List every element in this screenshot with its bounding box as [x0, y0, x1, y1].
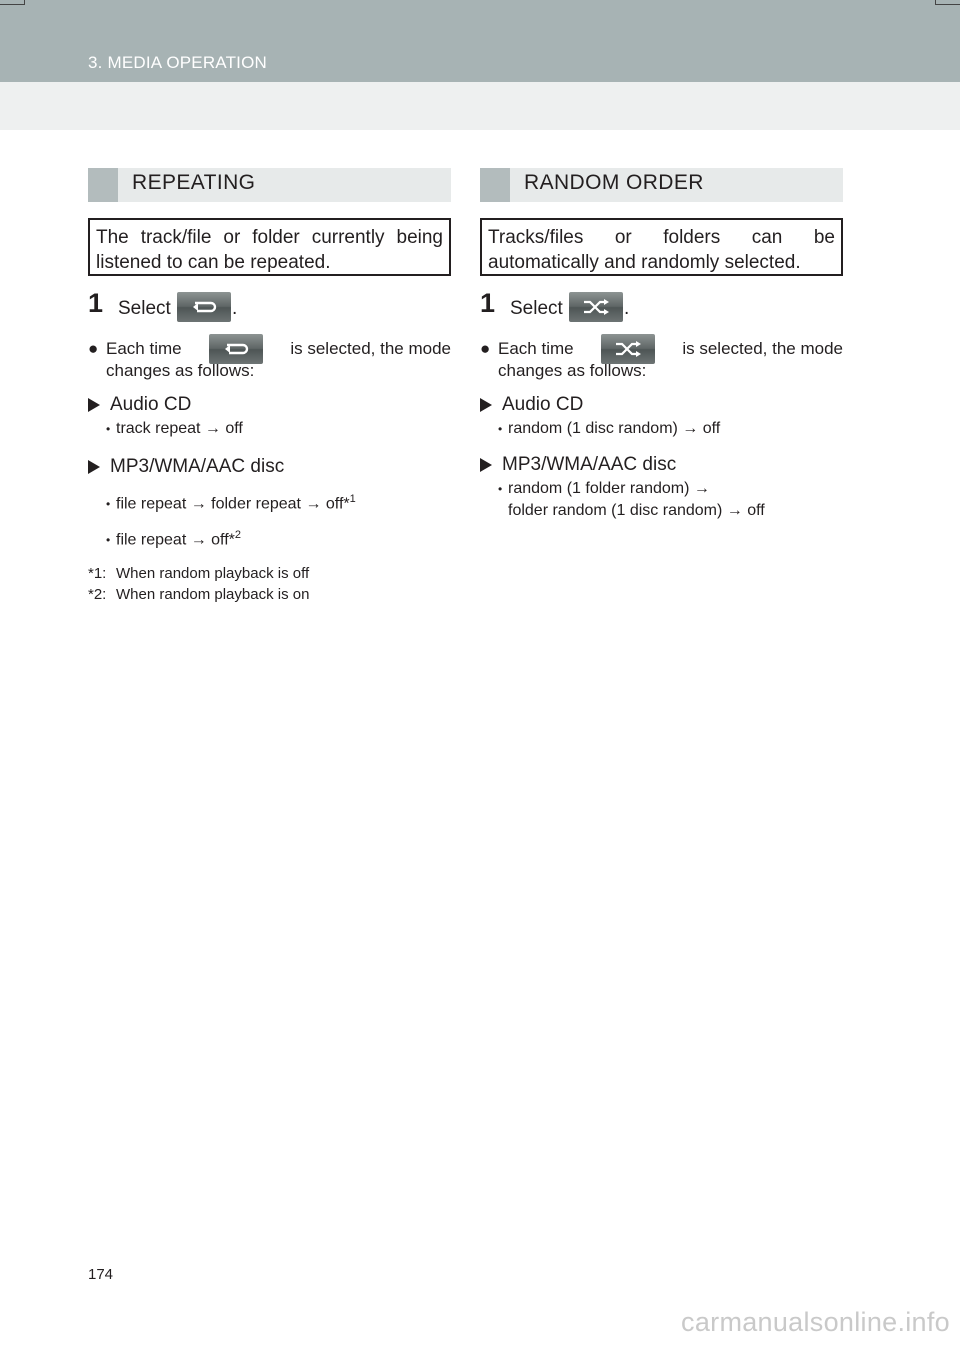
random-bullet [480, 338, 843, 382]
footnote: *1: When random playback is off [88, 564, 310, 582]
crop-mark-left [0, 0, 25, 5]
repeat-icon [221, 341, 251, 357]
triangle-icon [480, 398, 492, 412]
random-heading: RANDOM ORDER [524, 171, 704, 194]
audio-cd-label: Audio CD [502, 394, 584, 415]
shuffle-icon [581, 299, 611, 315]
heading-tab [480, 168, 510, 202]
bullet-prefix: Each time [498, 339, 574, 358]
mp3-heading [480, 452, 843, 478]
step-period: . [232, 298, 238, 319]
repeat-button[interactable] [177, 292, 231, 322]
shuffle-icon [613, 341, 643, 357]
footnotes [88, 563, 451, 605]
watermark: carmanualsonline.info [681, 1307, 950, 1337]
triangle-icon [88, 460, 100, 474]
random-order-section [480, 168, 843, 522]
random-intro: Tracks/files or folders can be automatically and randomly selected. [480, 218, 843, 276]
repeating-step [88, 288, 451, 326]
crop-mark-right [935, 0, 960, 5]
header-strip [0, 82, 960, 130]
list-item-continuation: folder random (1 disc random) → off [508, 502, 765, 520]
bullet-suffix: is selected, the mode [682, 339, 843, 358]
page-number: 174 [88, 1266, 114, 1283]
list-item: • file repeat → off*$^2$ [106, 528, 242, 548]
mp3-label: MP3/WMA/AAC disc [110, 456, 285, 478]
section-title: 3. MEDIA OPERATION [88, 53, 267, 72]
heading-tab [88, 168, 118, 202]
audio-cd-label: Audio CD [110, 394, 192, 415]
bullet-line2: changes as follows: [498, 361, 647, 380]
step-number: 1 [480, 288, 496, 318]
triangle-icon [480, 458, 492, 472]
repeating-heading-bar [88, 168, 451, 202]
list-item: • track repeat → off [106, 420, 243, 438]
step-text: Select [510, 298, 563, 319]
repeat-icon [189, 299, 219, 315]
step-period: . [624, 298, 630, 319]
bullet-prefix: Each time [106, 339, 182, 358]
mp3-heading [88, 454, 451, 480]
random-heading-bar [480, 168, 843, 202]
audio-cd-heading [88, 392, 451, 418]
audio-cd-heading [480, 392, 843, 418]
repeating-bullet [88, 338, 451, 382]
bullet-suffix: is selected, the mode [290, 339, 451, 358]
step-number: 1 [88, 288, 104, 318]
step-text: Select [118, 298, 171, 319]
bullet-dot: ● [480, 339, 491, 358]
repeating-section [88, 168, 451, 605]
list-item: • random (1 folder random) → [498, 480, 710, 498]
list-item: • file repeat → folder repeat → off*$^1$ [106, 493, 356, 513]
repeating-heading: REPEATING [132, 171, 256, 194]
repeating-intro: The track/file or folder currently being listened to can be repeated. [88, 218, 451, 276]
bullet-dot: ● [88, 339, 99, 358]
list-item: • random (1 disc random) → off [498, 420, 721, 438]
random-step [480, 288, 843, 326]
shuffle-button[interactable] [569, 292, 623, 322]
footnote: *2: When random playback is on [88, 585, 310, 603]
triangle-icon [88, 398, 100, 412]
mp3-label: MP3/WMA/AAC disc [502, 454, 677, 476]
bullet-line2: changes as follows: [106, 361, 255, 380]
